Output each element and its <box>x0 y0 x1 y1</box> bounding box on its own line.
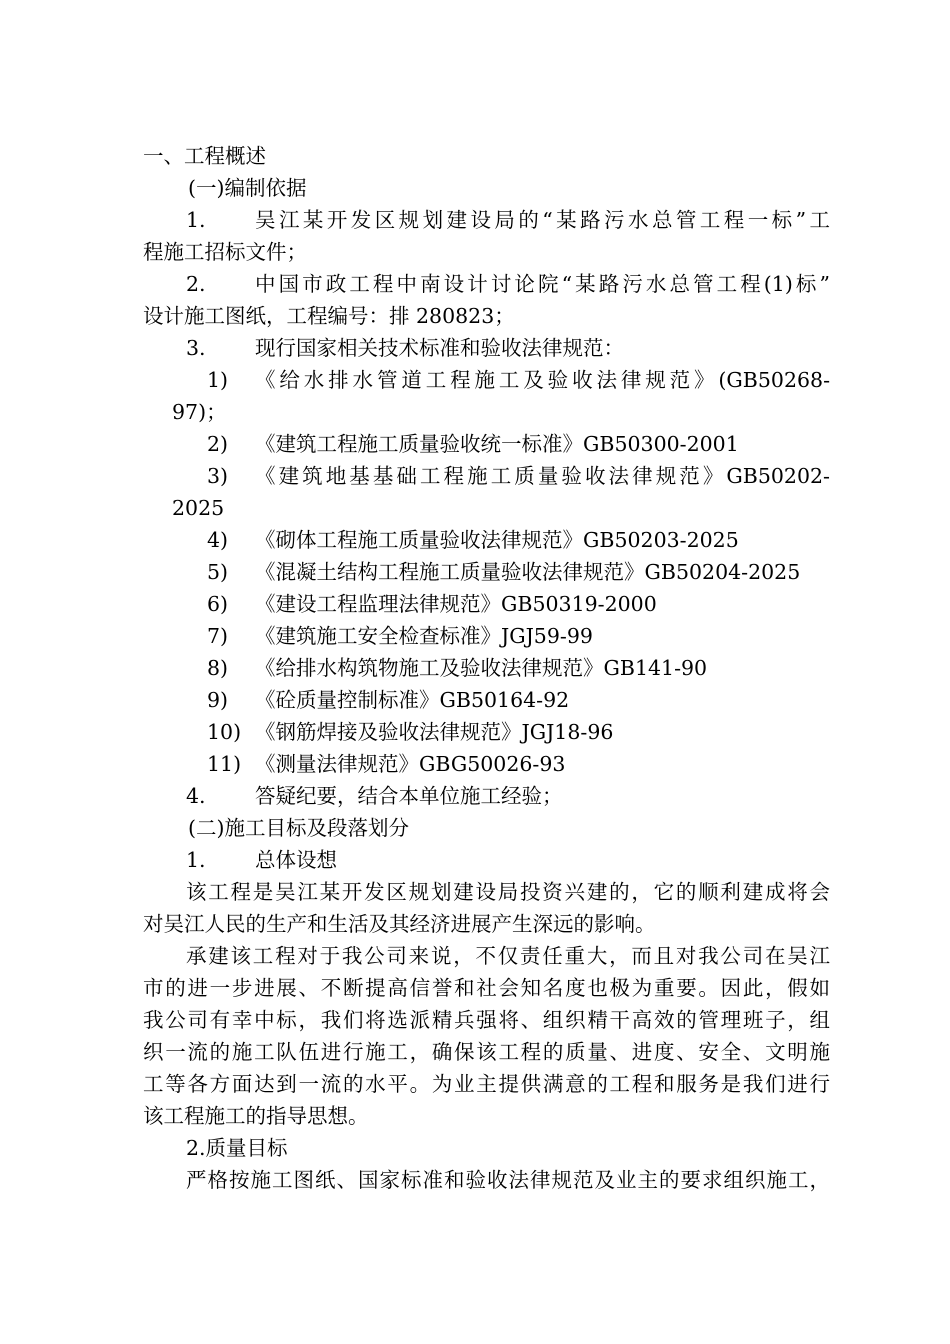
standard-item-text: 《建设工程监理法律规范》GB50319-2000 <box>255 592 657 616</box>
standard-item-number: 8) <box>207 656 229 680</box>
standard-item-text: 《钢筋焊接及验收法律规范》JGJ18-96 <box>255 720 614 744</box>
basis-item-text: 中国市政工程中南设计讨论院“某路污水总管工程(1)标” <box>255 272 830 296</box>
basis-item-number: 4. <box>186 784 206 808</box>
subsection-heading-basis: (一)编制依据 <box>188 176 307 200</box>
basis-item-number: 3. <box>186 336 206 360</box>
subsection-heading-goals: (二)施工目标及段落划分 <box>188 816 409 840</box>
paragraph-line: 我公司有幸中标，我们将选派精兵强将、组织精干高效的管理班子，组 <box>143 1008 830 1032</box>
standard-item-text-cont: 97)； <box>172 400 227 424</box>
standard-item-number: 11) <box>207 752 242 776</box>
basis-item-text-cont: 设计施工图纸，工程编号：排 280823； <box>143 304 515 328</box>
standard-item-number: 4) <box>207 528 229 552</box>
standard-item-number: 7) <box>207 624 229 648</box>
paragraph-line: 工等各方面达到一流的水平。为业主提供满意的工程和服务是我们进行 <box>143 1072 830 1096</box>
standard-item-text: 《建筑地基基础工程施工质量验收法律规范》GB50202- <box>255 464 830 488</box>
standard-item-number: 3) <box>207 464 229 488</box>
paragraph-line: 严格按施工图纸、国家标准和验收法律规范及业主的要求组织施工， <box>186 1168 830 1192</box>
basis-item-number: 2. <box>186 272 206 296</box>
paragraph-line: 该工程施工的指导思想。 <box>143 1104 369 1128</box>
standard-item-text: 《混凝土结构工程施工质量验收法律规范》GB50204-2025 <box>255 560 801 584</box>
section-heading: 一、工程概述 <box>143 144 266 168</box>
standard-item-number: 2) <box>207 432 229 456</box>
paragraph-line: 织一流的施工队伍进行施工，确保该工程的质量、进度、安全、文明施 <box>143 1040 830 1064</box>
standard-item-number: 10) <box>207 720 242 744</box>
paragraph-line: 承建该工程对于我公司来说，不仅责任重大，而且对我公司在吴江 <box>186 944 830 968</box>
paragraph-line: 对吴江人民的生产和生活及其经济进展产生深远的影响。 <box>143 912 656 936</box>
basis-item-text: 吴江某开发区规划建设局的“某路污水总管工程一标”工 <box>255 208 830 232</box>
standard-item-number: 1) <box>207 368 229 392</box>
standard-item-number: 5) <box>207 560 229 584</box>
goal-item-number: 1. <box>186 848 206 872</box>
paragraph-line: 该工程是吴江某开发区规划建设局投资兴建的，它的顺利建成将会 <box>186 880 830 904</box>
basis-item-text: 现行国家相关技术标准和验收法律规范： <box>255 336 624 360</box>
standard-item-text: 《建筑工程施工质量验收统一标准》GB50300-2001 <box>255 432 739 456</box>
goal-item-title: 总体设想 <box>255 848 337 872</box>
basis-item-text-cont: 程施工招标文件； <box>143 240 307 264</box>
standard-item-text: 《建筑施工安全检查标准》JGJ59-99 <box>255 624 593 648</box>
standard-item-number: 9) <box>207 688 229 712</box>
basis-item-number: 1. <box>186 208 206 232</box>
standard-item-text: 《砌体工程施工质量验收法律规范》GB50203-2025 <box>255 528 739 552</box>
quality-goal-heading: 2.质量目标 <box>186 1136 288 1160</box>
standard-item-text: 《砼质量控制标准》GB50164-92 <box>255 688 570 712</box>
standard-item-text: 《测量法律规范》GBG50026-93 <box>255 752 566 776</box>
standard-item-number: 6) <box>207 592 229 616</box>
basis-item-text: 答疑纪要，结合本单位施工经验； <box>255 784 563 808</box>
standard-item-text: 《给水排水管道工程施工及验收法律规范》(GB50268- <box>255 368 830 392</box>
paragraph-line: 市的进一步进展、不断提高信誉和社会知名度也极为重要。因此，假如 <box>143 976 830 1000</box>
standard-item-text-cont: 2025 <box>172 496 225 520</box>
standard-item-text: 《给排水构筑物施工及验收法律规范》GB141-90 <box>255 656 708 680</box>
